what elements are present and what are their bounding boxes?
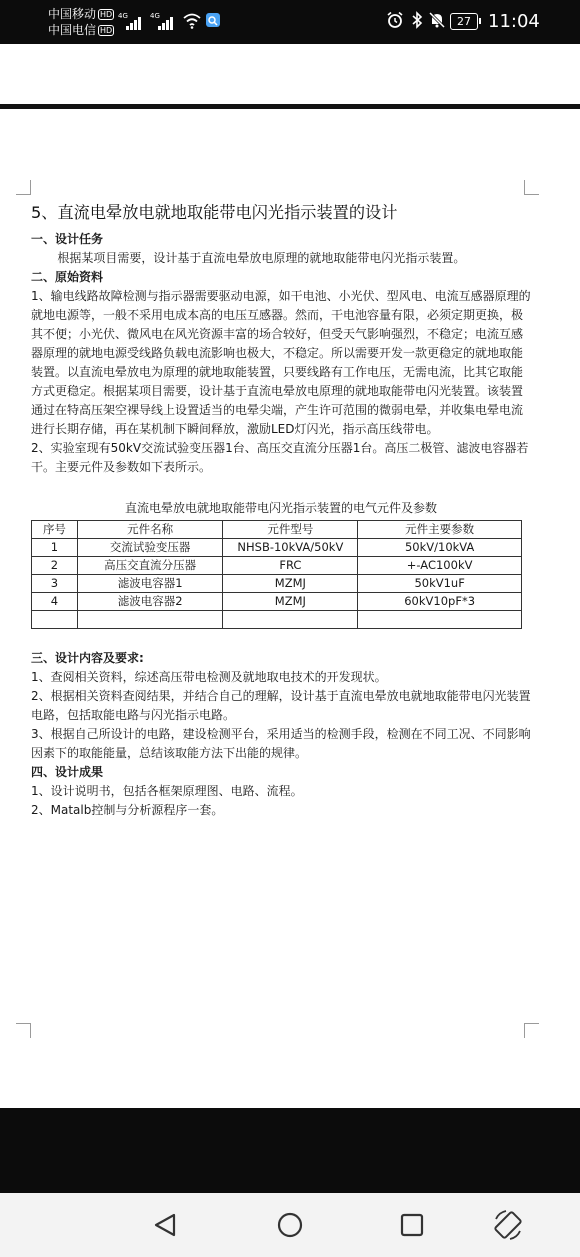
table-cell: NHSB-10kVA/50kV: [223, 539, 358, 557]
table-header-cell: 元件型号: [223, 521, 358, 539]
home-icon[interactable]: [270, 1205, 310, 1245]
table-cell: [77, 611, 223, 629]
network-type-1: 4G: [118, 12, 128, 20]
hd-badge: HD: [100, 26, 113, 35]
table-cell: 高压交直流分压器: [77, 557, 223, 575]
table-cell: [223, 611, 358, 629]
table-row: [32, 575, 522, 593]
section-4-item: 2、Matalb控制与分析源程序一套。: [31, 803, 224, 817]
carrier-2-label: 中国电信: [48, 23, 97, 37]
table-header-cell: 序号: [32, 521, 78, 539]
table-cell: 2: [32, 557, 78, 575]
navigation-bar: [0, 1193, 580, 1257]
page-corner-mark: [524, 1023, 539, 1038]
section-3-item: 3、根据自己所设计的电路，建设检测平台，采用适当的检测手段，检测在不同工况、不同影响因素下的取能能量，总结该取能方法下出能的规律。: [31, 727, 531, 760]
table-cell: 50kV1uF: [358, 575, 522, 593]
clock: 11:04: [488, 11, 540, 32]
battery-indicator: [450, 13, 478, 30]
table-row: [32, 593, 522, 611]
table-cell: 60kV10pF*3: [358, 593, 522, 611]
table-cell: [358, 611, 522, 629]
table-cell: 4: [32, 593, 78, 611]
section-4-item: 1、设计说明书，包括各框架原理图、电路、流程。: [31, 784, 303, 798]
carrier-1-label: 中国移动: [48, 7, 97, 21]
table-header-cell: 元件主要参数: [358, 521, 522, 539]
section-3-heading: 三、设计内容及要求:: [31, 651, 144, 665]
section-3-item: 2、根据相关资料查阅结果，并结合自己的理解，设计基于直流电晕放电就地取能带电闪光装置电路，包括取能电路与闪光指示电路。: [31, 689, 531, 722]
table-row: [32, 557, 522, 575]
carrier-2: [48, 23, 114, 37]
battery-level: 27: [457, 15, 471, 28]
table-cell: 滤波电容器2: [77, 593, 223, 611]
mute-icon: [428, 11, 446, 29]
bluetooth-icon: [408, 11, 426, 29]
section-4-heading: 四、设计成果: [31, 765, 104, 779]
table-cell: 50kV/10kVA: [358, 539, 522, 557]
rotate-icon[interactable]: [488, 1205, 528, 1245]
alarm-icon: [386, 11, 404, 29]
table-cell: 滤波电容器1: [77, 575, 223, 593]
section-2-paragraph-1: 1、输电线路故障检测与指示器需要驱动电源，如干电池、小光伏、型风电、电流互感器原理的就地电源等，一般不采用电成本高的电压互感器。然而，干电池容量有限，必须定期更换，极其不便；小光伏、微风电在风光资源丰富的场合较好，但受天气影响强烈，不稳定；电流互感器原理的就地电源受线路负载电流影响也极大，不稳定。所以需要开发一款更稳定的就地取能装置。以直流电晕放电为原理的就地取能装置，只要线路有工作电压，无需电流，比其它取能方式更稳定。根据某项目需要，设计基于直流电晕放电原理的就地取能带电闪光装置。该装置通过在特高压架空裸导线上设置适当的电晕尖端，产生许可范围的微弱电晕，并收集电晕电流进行长期存储，再在某机制下瞬间释放，激励LED灯闪光，指示高压线带电。: [31, 289, 531, 436]
signal-2-icon: [158, 14, 176, 30]
section-2-heading: 二、原始资料: [31, 270, 104, 284]
page-corner-mark: [16, 180, 31, 195]
page-top-edge: [0, 104, 580, 109]
table-row-empty: [32, 611, 522, 629]
document-title: 5、直流电晕放电就地取能带电闪光指示装置的设计: [31, 203, 398, 222]
carrier-1: [48, 7, 114, 21]
components-table: [31, 520, 522, 629]
table-row: [32, 539, 522, 557]
table-cell: MZMJ: [223, 575, 358, 593]
section-2-paragraph-2: 2、实验室现有50kV交流试验变压器1台、高压交直流分压器1台。高压二极管、滤波电容器若干。主要元件及参数如下表所示。: [31, 441, 529, 474]
back-icon[interactable]: [146, 1205, 186, 1245]
section-3-item: 1、查阅相关资料，综述高压带电检测及就地取电技术的开发现状。: [31, 670, 387, 684]
table-cell: [32, 611, 78, 629]
status-bar: [0, 0, 580, 44]
table-header-row: [32, 521, 522, 539]
table-caption: 直流电晕放电就地取能带电闪光指示装置的电气元件及参数: [124, 501, 437, 515]
signal-1-icon: [126, 14, 144, 30]
page-corner-mark: [16, 1023, 31, 1038]
table-cell: MZMJ: [223, 593, 358, 611]
page-corner-mark: [524, 180, 539, 195]
section-1-text: 根据某项目需要，设计基于直流电晕放电原理的就地取能带电闪光指示装置。: [57, 251, 466, 265]
document-content: [31, 200, 531, 820]
app-notification-icon: [206, 13, 220, 27]
table-header-cell: 元件名称: [77, 521, 223, 539]
table-cell: 交流试验变压器: [77, 539, 223, 557]
table-cell: +-AC100kV: [358, 557, 522, 575]
hd-badge: HD: [100, 10, 113, 19]
network-type-2: 4G: [150, 12, 160, 20]
section-1-heading: 一、设计任务: [31, 232, 104, 246]
table-cell: FRC: [223, 557, 358, 575]
table-cell: 3: [32, 575, 78, 593]
wifi-icon: [183, 13, 201, 29]
recents-icon[interactable]: [392, 1205, 432, 1245]
table-cell: 1: [32, 539, 78, 557]
